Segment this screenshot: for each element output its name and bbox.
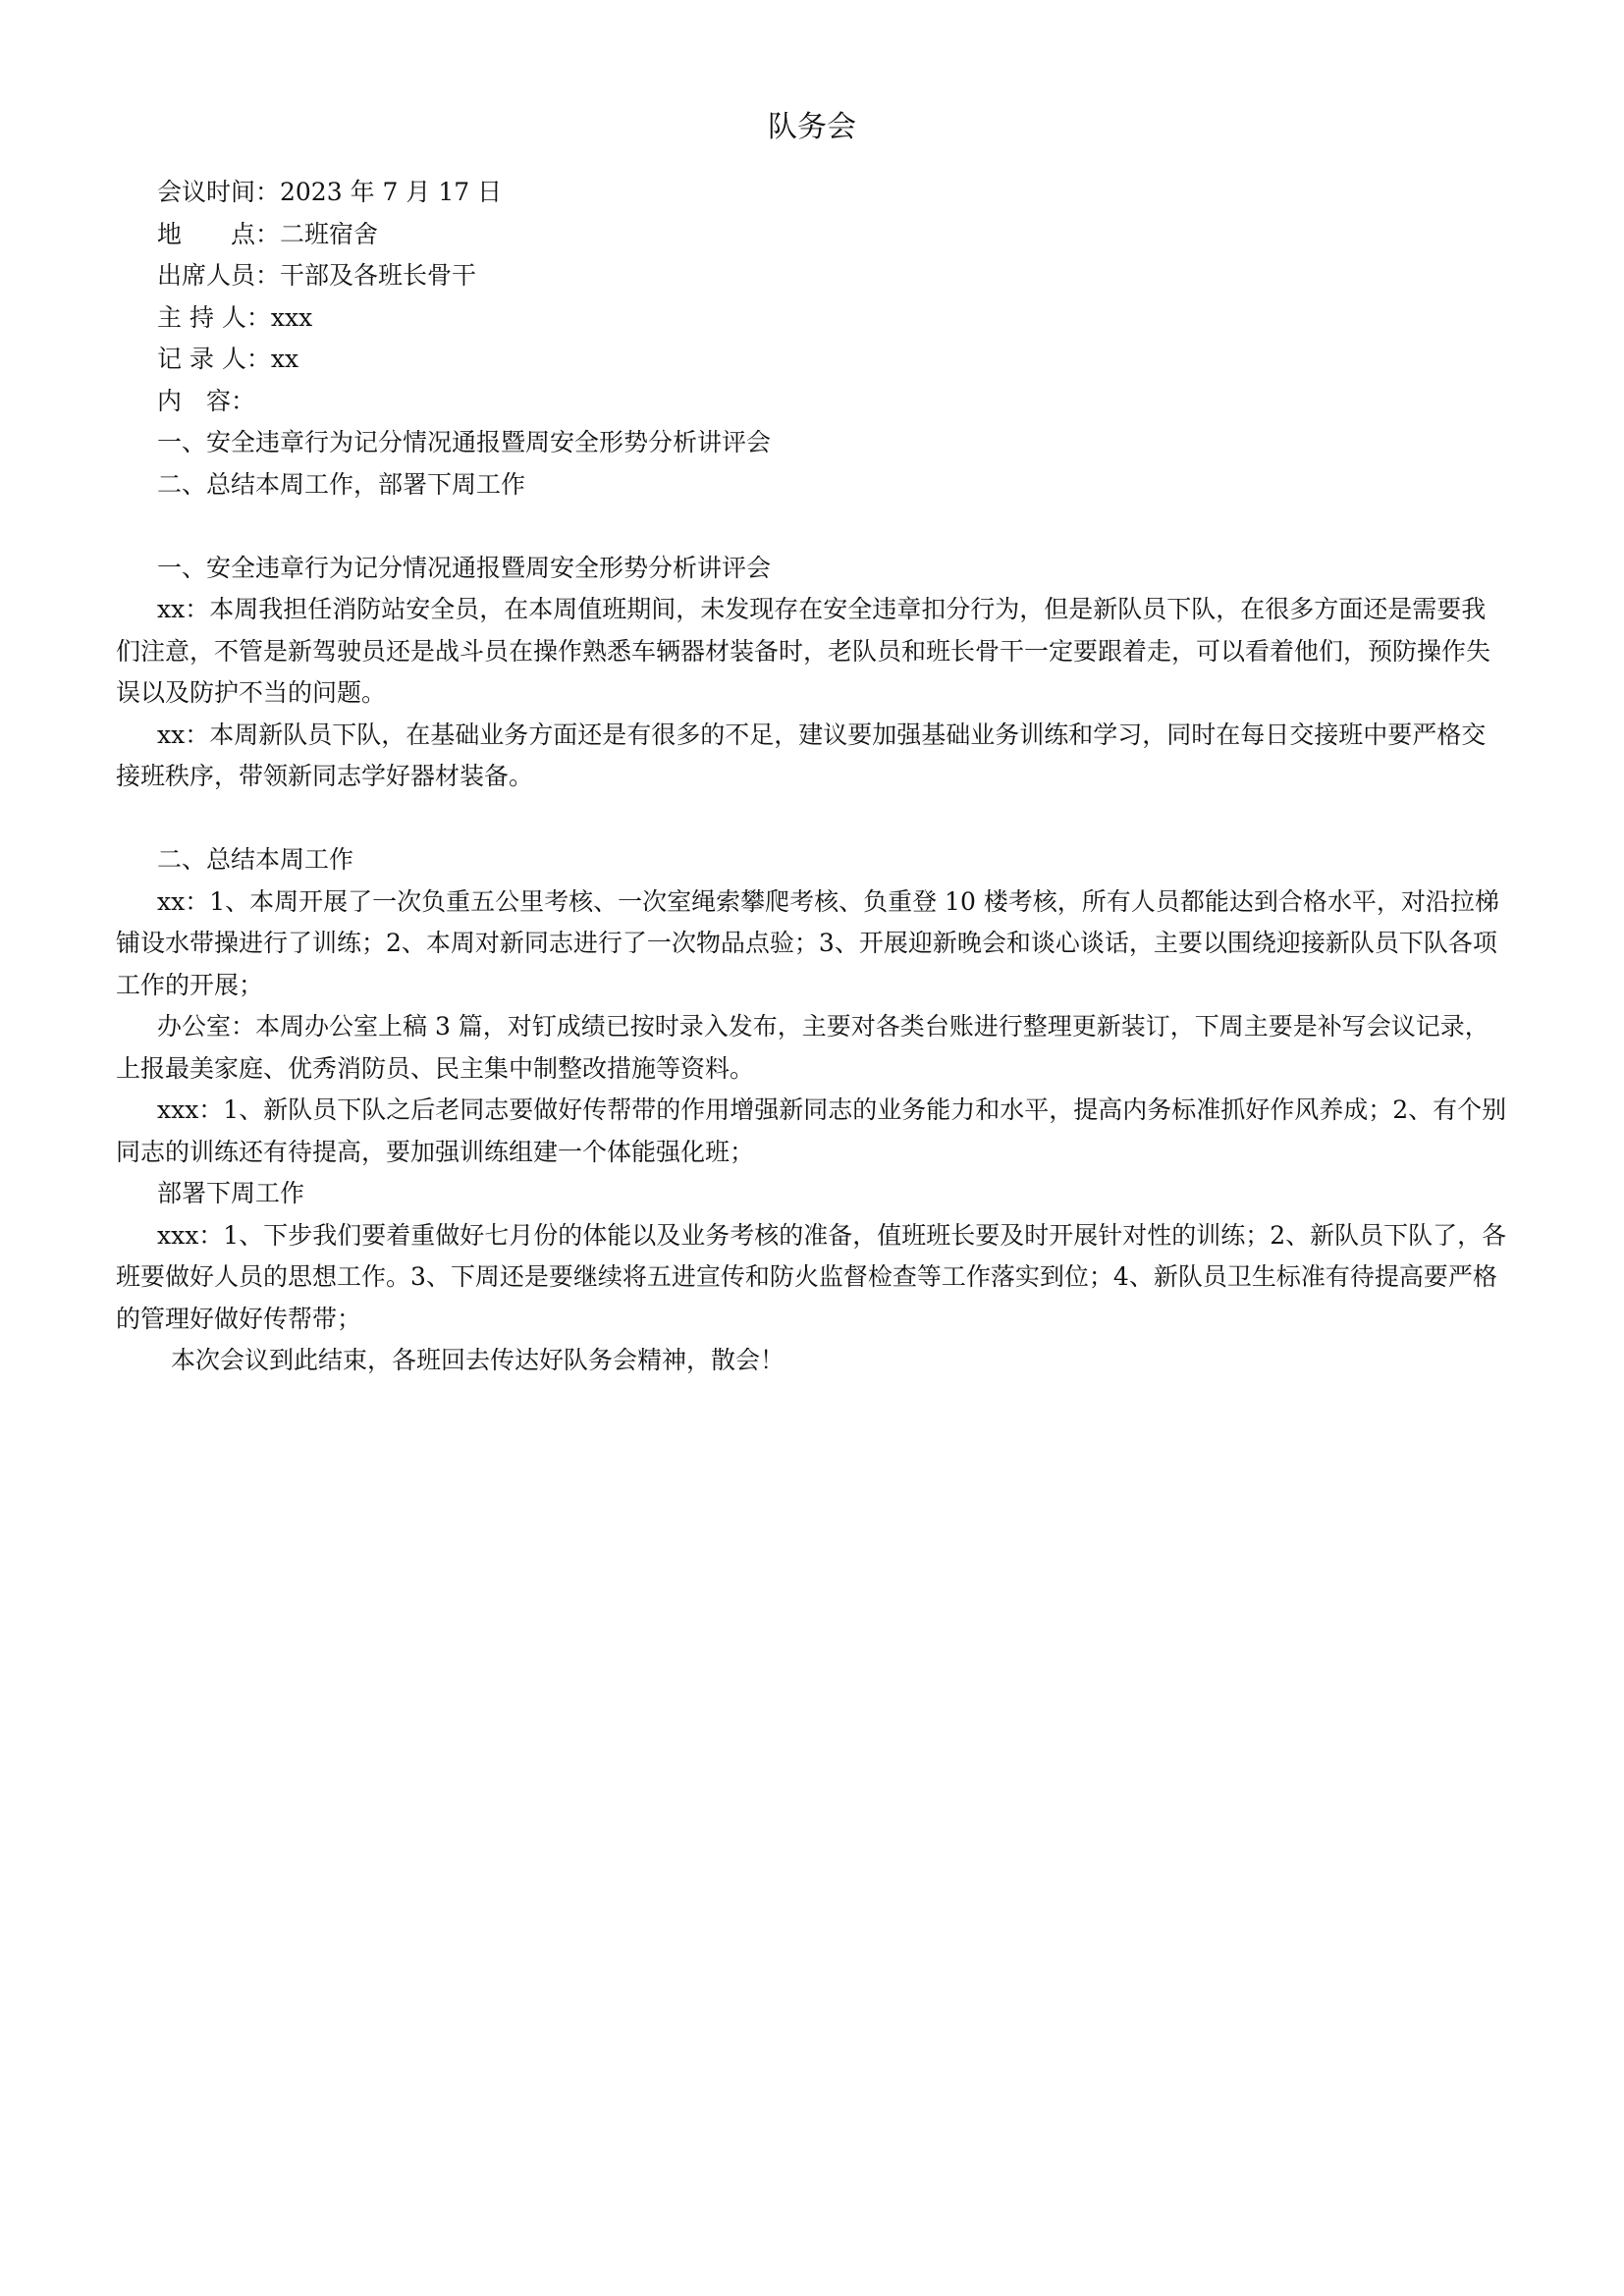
- host-line: 主 持 人：xxx: [157, 302, 313, 332]
- section2-heading: 二、总结本周工作: [157, 845, 354, 874]
- spacer: [116, 798, 1508, 840]
- agenda-item-2: 二、总结本周工作，部署下周工作: [157, 469, 526, 499]
- next-week-subheading: 部署下周工作: [157, 1179, 305, 1207]
- section1-paragraph: xx：本周我担任消防站安全员，在本周值班期间，未发现存在安全违章扣分行为，但是新队员下队，在很多方面还是需要我们注意，不管是新驾驶员还是战斗员在操作熟悉车辆器材装备时，老队员和班长骨干一定要跟着走，可以看着他们，预防操作失误以及防护不当的问题。: [116, 595, 1491, 707]
- section1-paragraph: xx：本周新队员下队，在基础业务方面还是有很多的不足，建议要加强基础业务训练和学习，同时在每日交接班中要严格交接班秩序，带领新同志学好器材装备。: [116, 720, 1487, 790]
- meeting-location-line: 地 点：二班宿舍: [157, 219, 379, 248]
- recorder-line: 记 录 人：xx: [157, 345, 299, 373]
- section2-paragraph: 办公室：本周办公室上稿 3 篇，对钉成绩已按时录入发布，主要对各类台账进行整理更新装订，下周主要是补写会议记录，上报最美家庭、优秀消防员、民主集中制整改措施等资料。: [116, 1012, 1489, 1083]
- document-body: [116, 172, 1508, 1382]
- attendees-line: 出席人员：干部及各班长骨干: [157, 261, 477, 290]
- section2-paragraph: xxx：1、新队员下队之后老同志要做好传帮带的作用增强新同志的业务能力和水平，提高内务标准抓好作风养成；2、有个别同志的训练还有待提高，要加强训练组建一个体能强化班；: [116, 1095, 1507, 1166]
- next-week-paragraph: xxx：1、下步我们要着重做好七月份的体能以及业务考核的准备，值班班长要及时开展针对性的训练；2、新队员下队了，各班要做好人员的思想工作。3、下周还是要继续将五进宣传和防火监督检查等工作落实到位；4、新队员卫生标准有待提高要严格的管理好做好传帮带；: [116, 1220, 1507, 1333]
- section2-paragraph: xx：1、本周开展了一次负重五公里考核、一次室绳索攀爬考核、负重登 10 楼考核，所有人员都能达到合格水平，对沿拉梯铺设水带操进行了训练；2、本周对新同志进行了一次物品点验；3、开展迎新晚会和谈心谈话，主要以围绕迎接新队员下队各项工作的开展；: [116, 886, 1499, 999]
- content-label-line: 内 容：: [157, 386, 256, 415]
- closing-line: 本次会议到此结束，各班回去传达好队务会精神，散会！: [171, 1346, 785, 1374]
- agenda-item-1: 一、安全违章行为记分情况通报暨周安全形势分析讲评会: [157, 428, 772, 456]
- section1-heading: 一、安全违章行为记分情况通报暨周安全形势分析讲评会: [157, 553, 772, 582]
- meeting-time-line: 会议时间：2023 年 7 月 17 日: [157, 178, 503, 206]
- document-title: 队务会: [768, 110, 856, 144]
- spacer: [116, 506, 1508, 548]
